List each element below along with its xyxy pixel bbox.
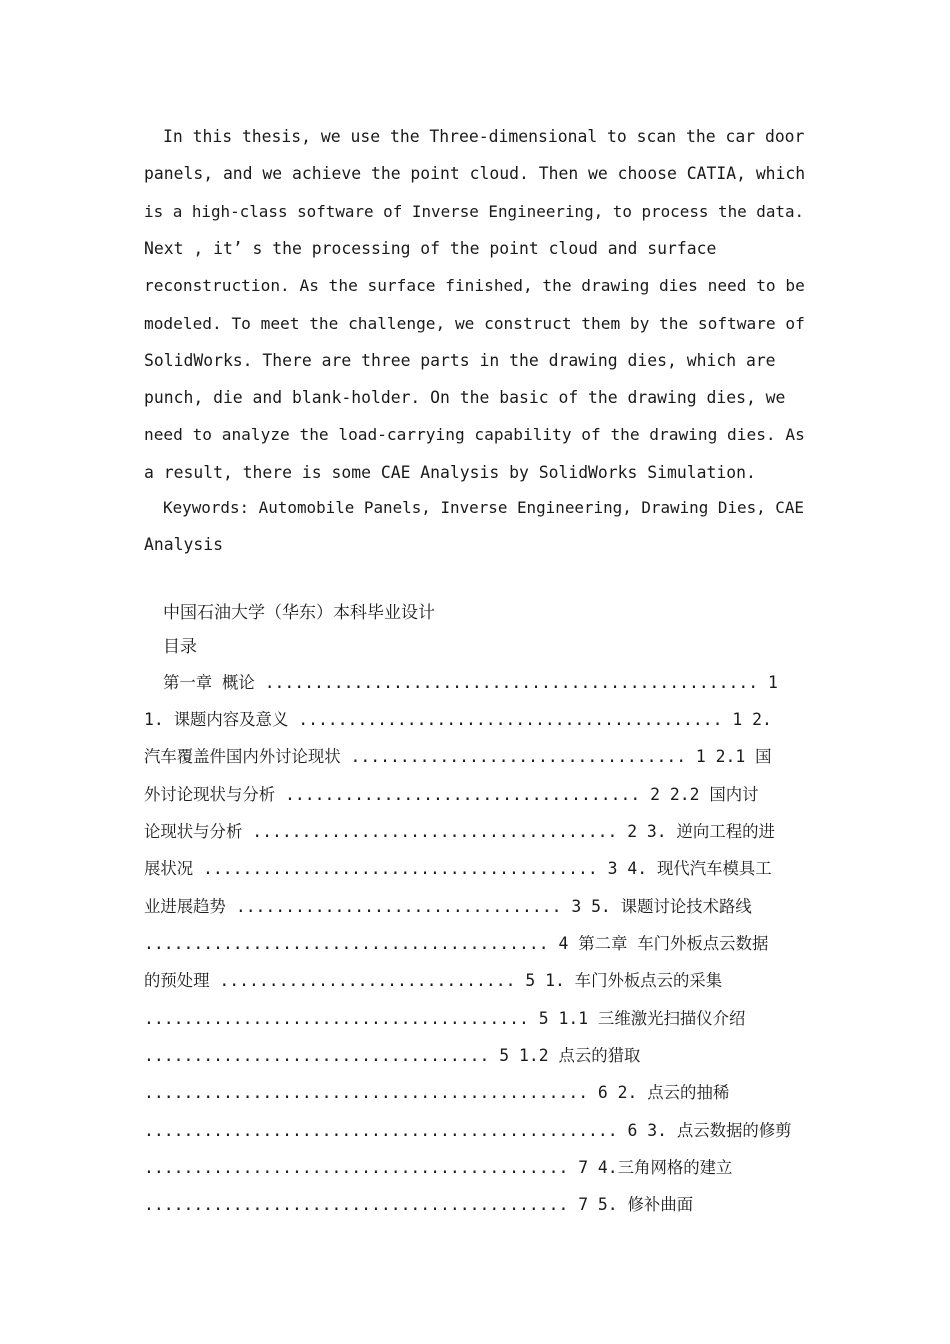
toc-line: 展状况 ........................................ 3 4. 现代汽车模具工 — [144, 859, 772, 878]
toc-title: 目录 — [163, 637, 197, 657]
toc-line: ....................................... 5 1.1 三维激光扫描仪介绍 — [144, 1009, 746, 1028]
abstract-line: panels, and we achieve the point cloud. Then we choose CATIA, which — [144, 164, 806, 183]
abstract-line: In this thesis, we use the Three-dimensional to scan the car door — [163, 127, 805, 146]
abstract-line: SolidWorks. There are three parts in the drawing dies, which are — [144, 351, 776, 370]
toc-line: 的预处理 .............................. 5 1. 车门外板点云的采集 — [144, 971, 723, 990]
abstract-line: Next , it’ s the processing of the point cloud and surface — [144, 239, 717, 258]
toc-line: 业进展趋势 ................................. 3 5. 课题讨论技术路线 — [144, 897, 752, 916]
abstract-line: need to analyze the load-carrying capability of the drawing dies. As — [144, 425, 805, 444]
keywords-line: Analysis — [144, 535, 223, 554]
toc-line: ............................................. 6 2. 点云的抽稀 — [144, 1083, 730, 1102]
toc-line: 外讨论现状与分析 .................................... 2 2.2 国内讨 — [144, 785, 759, 804]
abstract-line: is a high-class software of Inverse Engineering, to process the data. — [144, 202, 805, 221]
toc-line: ................................... 5 1.2 点云的猎取 — [144, 1046, 641, 1065]
toc-line: ........................................... 7 5. 修补曲面 — [144, 1195, 694, 1214]
toc-line: 第一章 概论 .................................................. 1 — [163, 673, 778, 692]
keywords-line: Keywords: Automobile Panels, Inverse Engineering, Drawing Dies, CAE — [163, 498, 804, 517]
toc-line: ........................................... 7 4.三角网格的建立 — [144, 1158, 733, 1177]
toc-line: 汽车覆盖件国内外讨论现状 .................................. 1 2.1 国 — [144, 747, 772, 766]
university-header: 中国石油大学（华东）本科毕业设计 — [163, 603, 435, 623]
toc-line: ......................................... 4 第二章 车门外板点云数据 — [144, 934, 769, 953]
abstract-line: modeled. To meet the challenge, we construct them by the software of — [144, 314, 805, 333]
abstract-line: a result, there is some CAE Analysis by SolidWorks Simulation. — [144, 463, 756, 482]
toc-line: 论现状与分析 ..................................... 2 3. 逆向工程的进 — [144, 822, 775, 841]
toc-line: 1. 课题内容及意义 ........................................... 1 2. — [144, 710, 772, 729]
abstract-line: punch, die and blank-holder. On the basic of the drawing dies, we — [144, 388, 786, 407]
toc-line: ................................................ 6 3. 点云数据的修剪 — [144, 1121, 792, 1140]
abstract-line: reconstruction. As the surface finished, the drawing dies need to be — [144, 276, 805, 295]
